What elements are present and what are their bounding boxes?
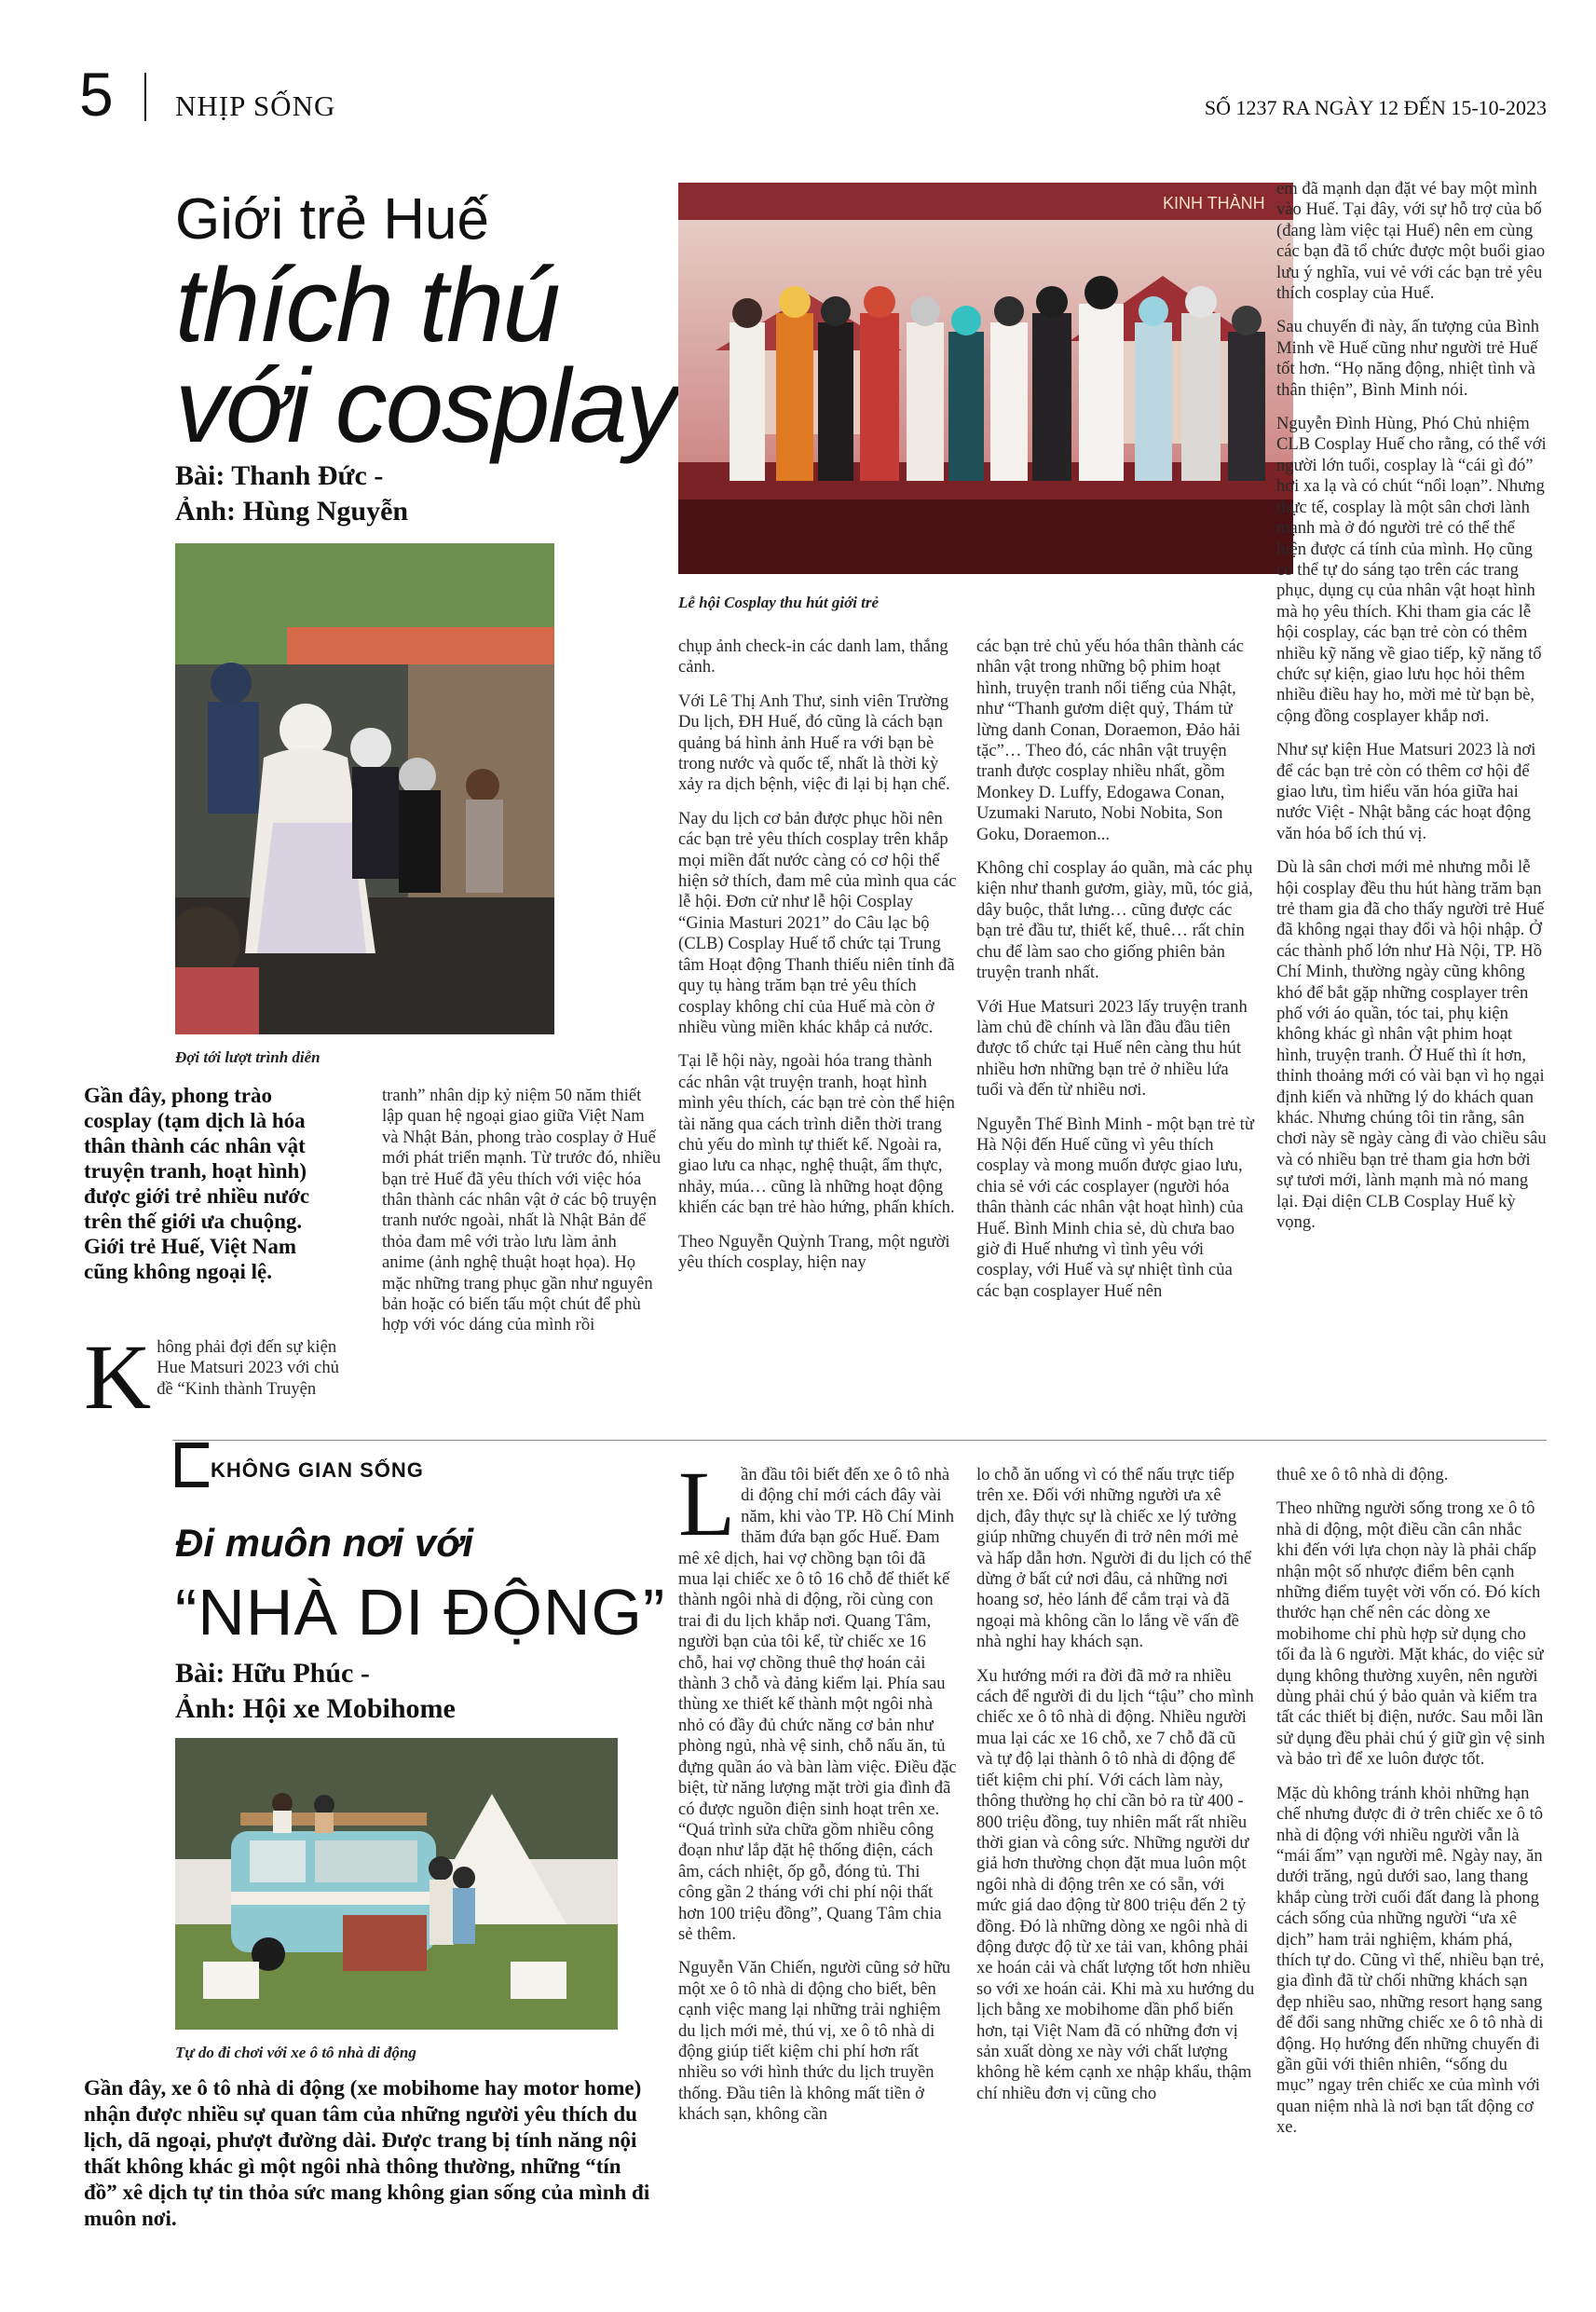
paragraph: Theo những người sống trong xe ô tô nhà di động, một điều cần cân nhắc khi đến với lựa chọn này là phải chấp nhận một số nhược điểm bên cạnh những điểm tuyệt vời vốn có. Đó kích thước hạn chế nên các dòng xe mobihome chỉ phù hợp sử dụng cho tối đa là 6 người. Mặt khác, do việc sử dụng không thường xuyên, nên người dùng phải chú ý bảo quản và kiểm tra tất các thiết bị điện, nước. Sau mỗi lần sử dụng đều phải chú ý giữ gìn vệ sinh và bảo trì để xe luôn được tốt. <box>1276 1498 1546 1770</box>
article1-drop-cap: K <box>84 1325 152 1429</box>
issue-date: SỐ 1237 RA NGÀY 12 ĐẾN 15-10-2023 <box>1204 96 1547 119</box>
article1-col-a-text: tranh” nhân dịp kỷ niệm 50 năm thiết lập quan hệ ngoại giao giữa Việt Nam và Nhật Bản, phong trào cosplay ở Huế mới phát triển mạnh. Từ trước đó, nhiều bạn trẻ Huế đã yêu thích với việc hóa thân thành các nhân vật ở các bộ truyện tranh nước ngoài, nhất là Nhật Bản để thỏa đam mê với trào lưu làm ảnh anime (ảnh nghệ thuật hoạt họa). Họ mặc những trang phục gần như nguyên bản hoặc có biến tấu một chút để phù hợp với vóc dáng của mình rồi <box>382 1086 662 1335</box>
article2-column-c <box>976 1465 1256 2117</box>
paragraph: các bạn trẻ chủ yếu hóa thân thành các nhân vật trong những bộ phim hoạt hình, truyện tranh nổi tiếng của Nhật, như “Thanh gươm diệt quỷ, Thám tử lừng danh Conan, Doraemon, Đảo hải tặc”… Theo đó, các nhân vật truyện tranh được cosplay nhiều nhất, gồm Monkey D. Luffy, Edogawa Conan, Uzumaki Naruto, Nobi Nobita, Son Goku, Doraemon... <box>976 636 1245 844</box>
photo-mobihome-caption: Tự do đi chơi với xe ô tô nhà di động <box>175 2044 416 2061</box>
photo-cosplay-festival <box>678 183 1293 574</box>
paragraph: em đã mạnh dạn đặt vé bay một mình vào Huế. Tại đây, với sự hỗ trợ của bố (đang làm việc tại Huế) nên em cùng các bạn đã tổ chức được một buổi giao lưu ý nghĩa, vui vẻ với các bạn trẻ yêu thích cosplay của Huế. <box>1276 179 1546 304</box>
photo-mobihome-van <box>175 1738 618 2030</box>
article1-title-line1: Giới trẻ Huế <box>175 187 489 252</box>
article2-title-line2: “NHÀ DI ĐỘNG” <box>175 1576 666 1648</box>
article2-title-line1: Đi muôn nơi với <box>175 1521 474 1565</box>
article2-column-d <box>1276 1465 1547 2152</box>
paragraph: Nguyễn Thế Bình Minh - một bạn trẻ từ Hà Nội đến Huế cũng vì yêu thích cosplay và mong muốn được giao lưu, chia sẻ với các cosplayer (người hóa thân thành các nhân vật hoạt hình) của Huế. Bình Minh chia sẻ, dù chưa bao giờ đi Huế nhưng vì tình yêu với cosplay, với Huế và sự nhiệt tình của các bạn cosplayer Huế nên <box>976 1114 1254 1301</box>
photo-cosplay-waiting <box>175 543 554 1034</box>
header-divider <box>144 73 146 121</box>
paragraph: chụp ảnh check-in các danh lam, thắng cảnh. <box>678 636 948 677</box>
article1-column-b <box>678 636 958 1286</box>
paragraph: Nguyễn Văn Chiến, người cũng sở hữu một xe ô tô nhà di động cho biết, bên cạnh việc mang lại những trải nghiệm du lịch mới mẻ, thú vị, xe ô tô nhà di động giúp tiết kiệm chi phí hơn rất nhiều so với hình thức du lịch truyền thống. Đầu tiên là không mất tiền ở khách sạn, không cần <box>678 1958 951 2125</box>
paragraph: Với Lê Thị Anh Thư, sinh viên Trường Du lịch, ĐH Huế, đó cũng là cách bạn quảng bá hình ảnh Huế ra với bạn bè trong nước và quốc tế, nhất là thời kỳ xảy ra dịch bệnh, việc đi lại bị hạn chế. <box>678 691 950 795</box>
stage-sign-text: KINH THÀNH <box>1163 194 1265 212</box>
section-title: NHỊP SỐNG <box>175 89 336 122</box>
paragraph: Dù là sân chơi mới mẻ nhưng mỗi lễ hội cosplay đều thu hút hàng trăm bạn trẻ tham gia đã cho thấy người trẻ Huế đã không ngại thay đổi và hội nhập. Ở các thành phố lớn như Hà Nội, TP. Hồ Chí Minh, thường ngày cũng không khó để bắt gặp những cosplayer trên phố với áo quần, tóc tai, phụ kiện không khác gì nhân vật phim hoạt hình, truyện tranh. Ở Huế thì ít hơn, thỉnh thoảng mới có vài bạn vì họ ngại định kiến và những lý do khách quan khác. Nhưng chúng tôi tin rằng, sân chơi này sẽ ngày càng đi vào chiều sâu và có nhiều bạn trẻ tham gia hơn bởi sự tươi mới, lành mạnh mà nó mang lại. Đại diện CLB Cosplay Huế kỳ vọng. <box>1276 857 1547 1233</box>
paragraph: Với Hue Matsuri 2023 lấy truyện tranh làm chủ đề chính và lần đầu đầu tiên được tổ chức tại Huế nên càng thu hút nhiều hơn những bạn trẻ ở nhiều lứa tuổi và đến từ nhiều nơi. <box>976 996 1248 1101</box>
article1-title-line2: thích thú <box>175 247 559 363</box>
article1-byline-author: Bài: Thanh Đức - <box>175 460 384 491</box>
paragraph: Theo Nguyễn Quỳnh Trang, một người yêu thích cosplay, hiện nay <box>678 1231 950 1272</box>
paragraph: Mặc dù không tránh khỏi những hạn chế nhưng được đi ở trên chiếc xe ô tô nhà di động với nhiều người vẫn là “mái ấm” vạn người mê. Ngày nay, ăn dưới trăng, ngủ dưới sao, lang thang khắp cùng trời cuối đất đang là phong cách sống của những người “ưa xê dịch” ham trải nghiệm, khám phá, thích tự do. Cũng vì thế, nhiều bạn trẻ, gia đình đã từ chối những khách sạn đẹp nhiều sao, những resort hạng sang để đổi sang những chiếc xe ô tô nhà di động. Họ hướng đến những chuyến đi gần gũi với thiên nhiên, “sống du mục” ngay trên chiếc xe của mình với quan niệm nhà là nơi bạn tất động cơ xe. <box>1276 1783 1545 2138</box>
paragraph: Nay du lịch cơ bản được phục hồi nên các bạn trẻ yêu thích cosplay trên khắp mọi miền đất nước càng có cơ hội thể hiện sở thích, đam mê của mình qua các lễ hội. Đơn cử như lễ hội Cosplay “Ginia Masturi 2021” do Câu lạc bộ (CLB) Cosplay Huế tổ chức tại Trung tâm Hoạt động Thanh thiếu niên tỉnh đã quy tụ hàng trăm bạn trẻ yêu thích cosplay không chỉ của Huế mà còn ở nhiều vùng miền khác khắp cả nước. <box>678 808 957 1037</box>
article1-first-paragraph <box>84 1325 354 1429</box>
article2-byline-author: Bài: Hữu Phúc - <box>175 1658 370 1689</box>
article2-first-text: ần đầu tôi biết đến xe ô tô nhà di động chỉ mới cách đây vài năm, khi vào TP. Hồ Chí Minh thăm đứa bạn gốc Huế. Đam mê xê dịch, hai vợ chồng bạn tôi đã mua lại chiếc xe ô tô 16 chỗ để thiết kế thành ngôi nhà di động, rồi cùng con trai đi du lịch khắp nơi. Quang Tâm, người bạn của tôi kể, từ chiếc xe 16 chỗ, hai vợ chồng thuê thợ hoán cải thành 3 chỗ và đảng kiểm lại. Phía sau thùng xe thiết kế thành một ngôi nhà nhỏ có đầy đủ chức năng cơ bản như phòng ngủ, nhà vệ sinh, chỗ nấu ăn, tủ đựng quần áo và bàn làm việc. Điều đặc biệt, từ năng lượng mặt trời gia đình đã có được nguồn điện sinh hoạt trên xe. “Quá trình sửa chữa gồm nhiều công đoạn như lắp đặt hệ thống điện, cách âm, cách nhiệt, ốp gỗ, đóng tủ. Thi công gần 2 tháng với chi phí nội thất hơn 100 triệu đồng”, Quang Tâm chia sẻ thêm. <box>678 1465 957 1944</box>
article2-column-b <box>678 1452 958 2139</box>
article2-lead: Gần đây, xe ô tô nhà di động (xe mobihome hay motor home) nhận được nhiều sự quan tâm của những người yêu thích du lịch, dã ngoại, phượt đường dài. Được trang bị tính năng nội thất không khác gì một ngôi nhà thông thường, những “tín đồ” xê dịch tự tin thỏa sức mang không gian sống của mình đi muôn nơi. <box>84 2076 650 2230</box>
page-number: 5 <box>79 60 114 129</box>
paragraph: lo chỗ ăn uống vì có thể nấu trực tiếp trên xe. Đối với những người ưa xê dịch, đây thực sự là chiếc xe lý tưởng giúp những chuyến đi trở nên mới mẻ và hấp dẫn hơn. Người đi du lịch có thể dừng ở bất cứ nơi đâu, cả những nơi hoang sơ, hẻo lánh để cắm trại và đã ngoại mà không cần lo lắng về vấn đề nhà nghỉ hay khách sạn. <box>976 1465 1252 1652</box>
article2-drop-cap: L <box>678 1452 736 1555</box>
article1-column-c <box>976 636 1256 1315</box>
article1-lead: Gần đây, phong trào cosplay (tạm dịch là hóa thân thành các nhân vật truyện tranh, hoạt hình) được giới trẻ nhiều nước trên thế giới ưa chuộng. Giới trẻ Huế, Việt Nam cũng không ngoại lệ. <box>84 1084 310 1283</box>
article2-byline-photo: Ảnh: Hội xe Mobihome <box>175 1693 456 1724</box>
paragraph: Sau chuyến đi này, ấn tượng của Bình Minh về Huế cũng như người trẻ Huế tốt hơn. “Họ năng động, nhiệt tình và thân thiện”, Bình Minh nói. <box>1276 317 1540 400</box>
paragraph: Xu hướng mới ra đời đã mở ra nhiều cách để người đi du lịch “tậu” cho mình chiếc xe ô tô nhà di động. Nhiều người mua lại các xe 16 chỗ, xe 7 chỗ đã cũ và tự độ lại thành ô tô nhà di động để tiết kiệm chi phí. Với cách làm này, thông thường họ chỉ cần bỏ ra từ 400 - 800 triệu đồng, tuy nhiên mất rất nhiều thời gian và công sức. Những người dư giả hơn thường chọn đặt mua luôn một ngôi nhà di động trên xe có sẵn, với mức giá dao động từ 800 triệu đến 2 tỷ đồng. Đó là những dòng xe ngôi nhà di động được độ từ xe tải van, không phải xe hoán cải và chất lượng tốt hơn nhiều so với xe hoán cải. Khi mà xu hướng du lịch bằng xe mobihome dần phổ biến hơn, tại Việt Nam đã có những đơn vị sản xuất dòng xe này với chất lượng không hề kém cạnh xe nhập khẩu, thậm chí nhiều đơn vị cũng cho <box>976 1665 1255 2103</box>
paragraph: thuê xe ô tô nhà di động. <box>1276 1465 1449 1484</box>
paragraph: Nguyễn Đình Hùng, Phó Chủ nhiệm CLB Cosplay Huế cho rằng, có thể với người lớn tuổi, cosplay là “cái gì đó” hơi xa lạ và có chút “nổi loạn”. Nhưng thực tế, cosplay là một sân chơi lành mạnh mà ở đó người trẻ có thể thể hiện được cá tính của mình. Họ cũng có thể tự do sáng tạo trên các trang phục, dụng cụ của nhân vật hoạt hình mà họ yêu thích. Khi tham gia các lễ hội cosplay, các bạn trẻ còn có thêm nhiều kỹ năng về giao tiếp, kỹ năng tổ chức sự kiện, giao lưu học hỏi thêm nhiều điều hay ho, mời mẻ từ bạn bè, cộng đồng cosplayer khắp nơi. <box>1276 414 1547 726</box>
article1-column-d <box>1276 179 1547 1247</box>
section-divider <box>172 1440 1547 1441</box>
paragraph: Như sự kiện Hue Matsuri 2023 là nơi để các bạn trẻ còn có thêm cơ hội để giao lưu, tìm hiểu văn hóa giữa hai nước Việt - Nhật bằng các hoạt động văn hóa bổ ích thú vị. <box>1276 740 1536 843</box>
section-marker-icon <box>175 1443 209 1487</box>
article2-section-label: KHÔNG GIAN SỐNG <box>211 1458 424 1482</box>
photo-cosplay-waiting-caption: Đợi tới lượt trình diễn <box>175 1048 321 1066</box>
paragraph: Tại lễ hội này, ngoài hóa trang thành các nhân vật truyện tranh, hoạt hình mình yêu thích, các bạn trẻ còn thể hiện tài năng qua cách trình diễn thời trang chủ yếu do mình tự thiết kế. Ngoài ra, giao lưu ca nhạc, nghệ thuật, ẩm thực, nhảy, múa… cũng là những hoạt động khiến các bạn trẻ hào hứng, phấn khích. <box>678 1051 955 1218</box>
article1-first-text: hông phải đợi đến sự kiện Hue Matsuri 2023 với chủ đề “Kinh thành Truyện <box>157 1337 339 1399</box>
article1-byline-photo: Ảnh: Hùng Nguyễn <box>175 496 409 527</box>
photo-cosplay-festival-caption: Lễ hội Cosplay thu hút giới trẻ <box>678 594 880 611</box>
article1-column-a <box>382 1086 662 1349</box>
paragraph: Không chỉ cosplay áo quần, mà các phụ kiện như thanh gươm, giày, mũ, tóc giả, dây buộc, thắt lưng… cũng được các bạn trẻ đầu tư, thiết kế, thuê… rất chỉn chu để làm sao cho giống phiên bản truyện tranh nhất. <box>976 858 1253 983</box>
article1-title-line3: với cosplay <box>175 348 676 464</box>
